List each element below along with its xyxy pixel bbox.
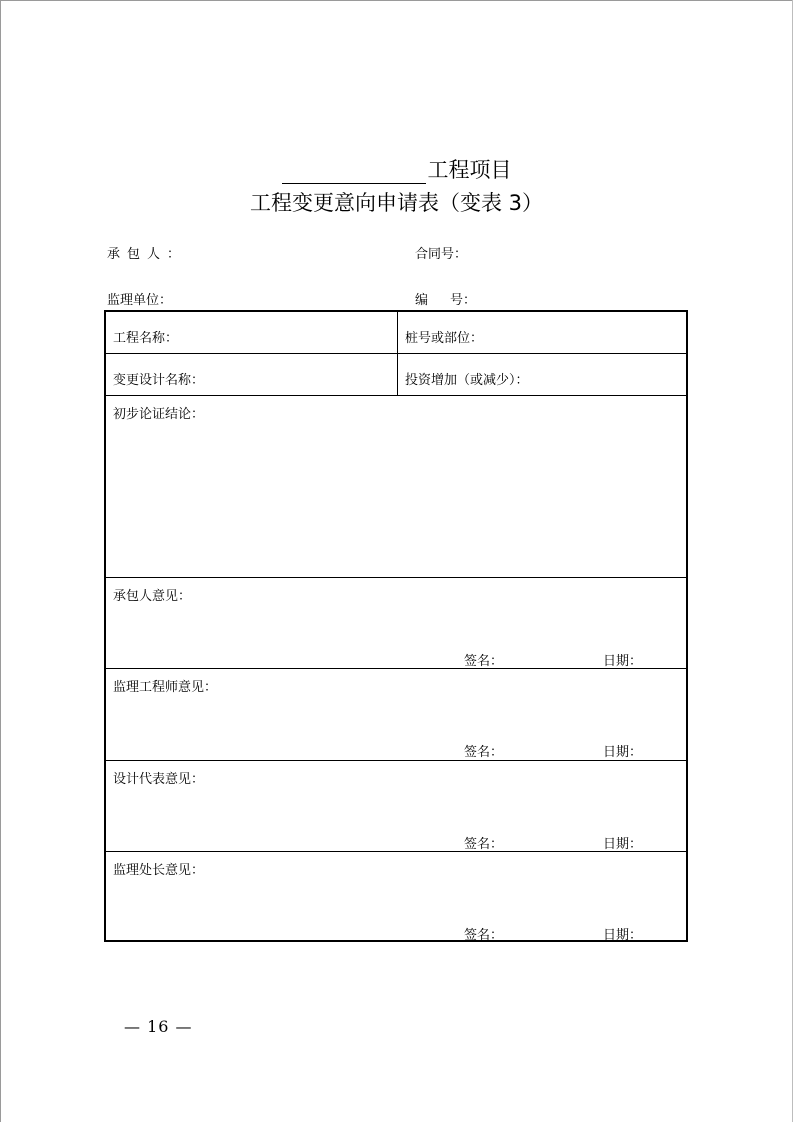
date-label: 日期：: [603, 928, 643, 943]
office-head-opinion-row[interactable]: [106, 852, 686, 943]
date-label: 日期：: [603, 745, 643, 760]
serial-number-label-a: 编: [415, 293, 429, 308]
contractor-opinion-row[interactable]: [106, 578, 686, 669]
project-title-suffix: 工程项目: [427, 158, 512, 182]
contractor-label: 承包人：: [107, 247, 188, 262]
change-request-form-table: [104, 310, 688, 942]
investment-cell[interactable]: [397, 354, 686, 395]
contract-number-label: 合同号：: [415, 247, 468, 262]
station-cell[interactable]: [397, 312, 686, 353]
signature-label: 签名：: [464, 928, 504, 943]
contractor-opinion-label: 承包人意见：: [113, 589, 192, 604]
page-border-top: [0, 0, 793, 1]
investment-label: 投资增加（或减少）：: [405, 373, 529, 388]
engineer-opinion-label: 监理工程师意见：: [113, 680, 218, 695]
project-name-row: [106, 312, 686, 354]
change-design-row: [106, 354, 686, 396]
station-label: 桩号或部位：: [405, 331, 484, 346]
design-rep-opinion-row[interactable]: [106, 761, 686, 852]
signature-label: 签名：: [464, 745, 504, 760]
preliminary-conclusion-row[interactable]: [106, 396, 686, 578]
signature-label: 签名：: [464, 654, 504, 669]
supervision-unit-label: 监理单位：: [107, 293, 173, 308]
preliminary-conclusion-label: 初步论证结论：: [113, 407, 205, 422]
page-number: — 16 —: [124, 1017, 193, 1036]
change-design-label: 变更设计名称：: [113, 373, 205, 388]
design-rep-opinion-label: 设计代表意见：: [113, 772, 205, 787]
serial-number-label-b: 号：: [450, 293, 477, 308]
date-label: 日期：: [603, 654, 643, 669]
project-title: [0, 156, 793, 184]
serial-number-label: [415, 293, 476, 309]
project-name-blank: [282, 161, 426, 184]
change-design-cell[interactable]: [106, 354, 397, 395]
project-name-label: 工程名称：: [113, 331, 179, 346]
signature-label: 签名：: [464, 837, 504, 852]
form-title: 工程变更意向申请表（变表 3）: [249, 191, 544, 215]
engineer-opinion-row[interactable]: [106, 669, 686, 761]
project-name-cell[interactable]: [106, 312, 397, 353]
date-label: 日期：: [603, 837, 643, 852]
office-head-opinion-label: 监理处长意见：: [113, 863, 205, 878]
